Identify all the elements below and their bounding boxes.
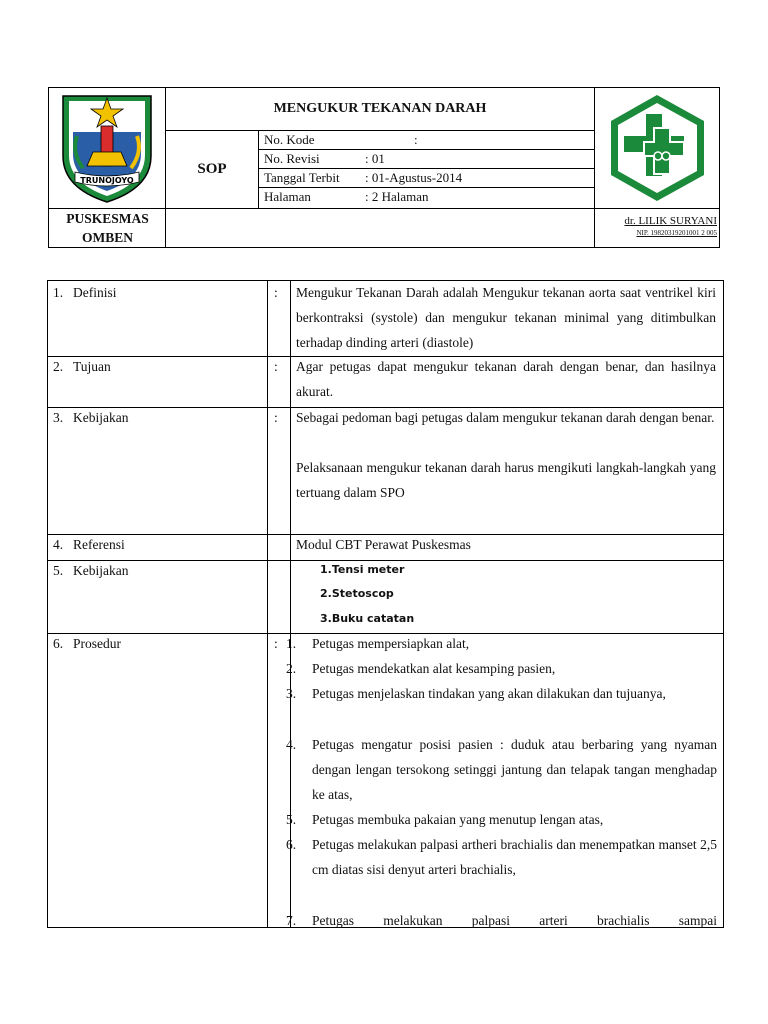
- section-number: 6.: [53, 636, 64, 651]
- meta-key: Halaman: [264, 189, 311, 204]
- policy-text: Sebagai pedoman bagi petugas dalam mengukur tekanan darah dengan benar.: [296, 410, 715, 425]
- section-number: 5.: [53, 563, 64, 578]
- organization-name-line: PUSKESMAS: [66, 211, 149, 226]
- section-number: 4.: [53, 537, 64, 552]
- document-title: MENGUKUR TEKANAN DARAH: [273, 101, 487, 116]
- section-label-definisi: [53, 280, 253, 305]
- step-number: 3.: [286, 686, 297, 701]
- step-number: 1.: [286, 636, 297, 651]
- organization-name-line: OMBEN: [81, 230, 133, 245]
- meta-key: No. Kode: [264, 132, 315, 147]
- reference-text: Modul CBT Perawat Puskesmas: [296, 537, 471, 552]
- definition-text: Mengukur Tekanan Darah adalah Mengukur tekanan aorta saat ventrikel kiri berkontraksi (systole) dan mengukur tekanan minimal yang ditimbulkan terhadap dinding arteri (diastole): [296, 285, 716, 351]
- meta-value: : 01-Agustus-2014: [365, 170, 463, 185]
- step-text: Petugas mempersiapkan alat,: [312, 636, 470, 651]
- section-label: Prosedur: [73, 636, 121, 651]
- step-text: Petugas mengatur posisi pasien : duduk atau berbaring yang nyaman dengan lengan tersokong setinggi jantung dan telapak tangan menghadap ke atas,: [312, 737, 717, 803]
- step-number: 6.: [286, 837, 297, 852]
- divider: [267, 281, 268, 927]
- divider: [258, 130, 259, 208]
- sop-content-table: [47, 280, 724, 928]
- section-label-referensi: [53, 532, 253, 557]
- signer-name: dr. LILIK SURYANI: [624, 215, 717, 227]
- section-label-tujuan: [53, 354, 253, 379]
- meta-value: : 01: [365, 151, 385, 166]
- section-number: 1.: [53, 285, 64, 300]
- step-number: 2.: [286, 661, 297, 676]
- signer-block: [595, 215, 717, 238]
- section-number: 3.: [53, 410, 64, 425]
- procedure-step: [286, 631, 717, 656]
- step-text: Petugas menjelaskan tindakan yang akan dilakukan dan tujuanya,: [312, 686, 666, 701]
- meta-key: Tanggal Terbit: [264, 170, 340, 185]
- logo-motto: TRUNOJOYO: [80, 176, 134, 185]
- equipment-item: 2.Stetoscop: [320, 587, 394, 600]
- step-text: Petugas melakukan palpasi arteri brachialis sampai: [312, 913, 717, 928]
- equipment-item: 3.Buku catatan: [320, 612, 415, 625]
- step-text: Petugas membuka pakaian yang menutup lengan atas,: [312, 812, 604, 827]
- colon: :: [274, 359, 278, 374]
- step-text: Petugas melakukan palpasi artheri brachialis dan menempatkan manset 2,5 cm diatas sisi denyut arteri brachialis,: [312, 837, 717, 878]
- meta-value: : 2 Halaman: [365, 189, 429, 204]
- puskesmas-logo: [604, 92, 711, 204]
- equipment-item: 1.Tensi meter: [320, 563, 405, 576]
- step-text: Petugas mendekatkan alat kesamping pasien,: [312, 661, 556, 676]
- procedure-step: [286, 832, 717, 882]
- section-label-kebijakan-alat: [53, 558, 253, 583]
- organization-name: [49, 209, 166, 247]
- meta-key: No. Revisi: [264, 151, 320, 166]
- section-label: Definisi: [73, 285, 117, 300]
- colon: :: [274, 410, 278, 425]
- procedure-step: [286, 732, 717, 808]
- sop-header: [48, 87, 720, 248]
- colon: :: [274, 636, 278, 651]
- section-label-kebijakan: [53, 405, 253, 430]
- step-number: 7.: [286, 913, 297, 928]
- purpose-text: Agar petugas dapat mengukur tekanan darah dengan benar, dan hasilnya akurat.: [296, 359, 716, 400]
- regency-logo: [57, 92, 157, 204]
- section-number: 2.: [53, 359, 64, 374]
- signer-nip: NIP. 19820319201001 2 005: [636, 229, 717, 237]
- procedure-step: [286, 807, 717, 832]
- section-label: Referensi: [73, 537, 125, 552]
- procedure-step: [286, 908, 717, 928]
- procedure-step: [286, 681, 717, 706]
- procedure-step: [286, 656, 717, 681]
- section-label: Tujuan: [73, 359, 111, 374]
- colon: :: [274, 285, 278, 300]
- meta-value: :: [414, 132, 418, 147]
- document-type: SOP: [197, 161, 227, 177]
- policy-text: Pelaksanaan mengukur tekanan darah harus mengikuti langkah-langkah yang tertuang dalam SPO: [296, 460, 716, 501]
- section-label-prosedur: [53, 631, 253, 656]
- section-label: Kebijakan: [73, 563, 129, 578]
- step-number: 4.: [286, 737, 297, 752]
- section-label: Kebijakan: [73, 410, 129, 425]
- step-number: 5.: [286, 812, 297, 827]
